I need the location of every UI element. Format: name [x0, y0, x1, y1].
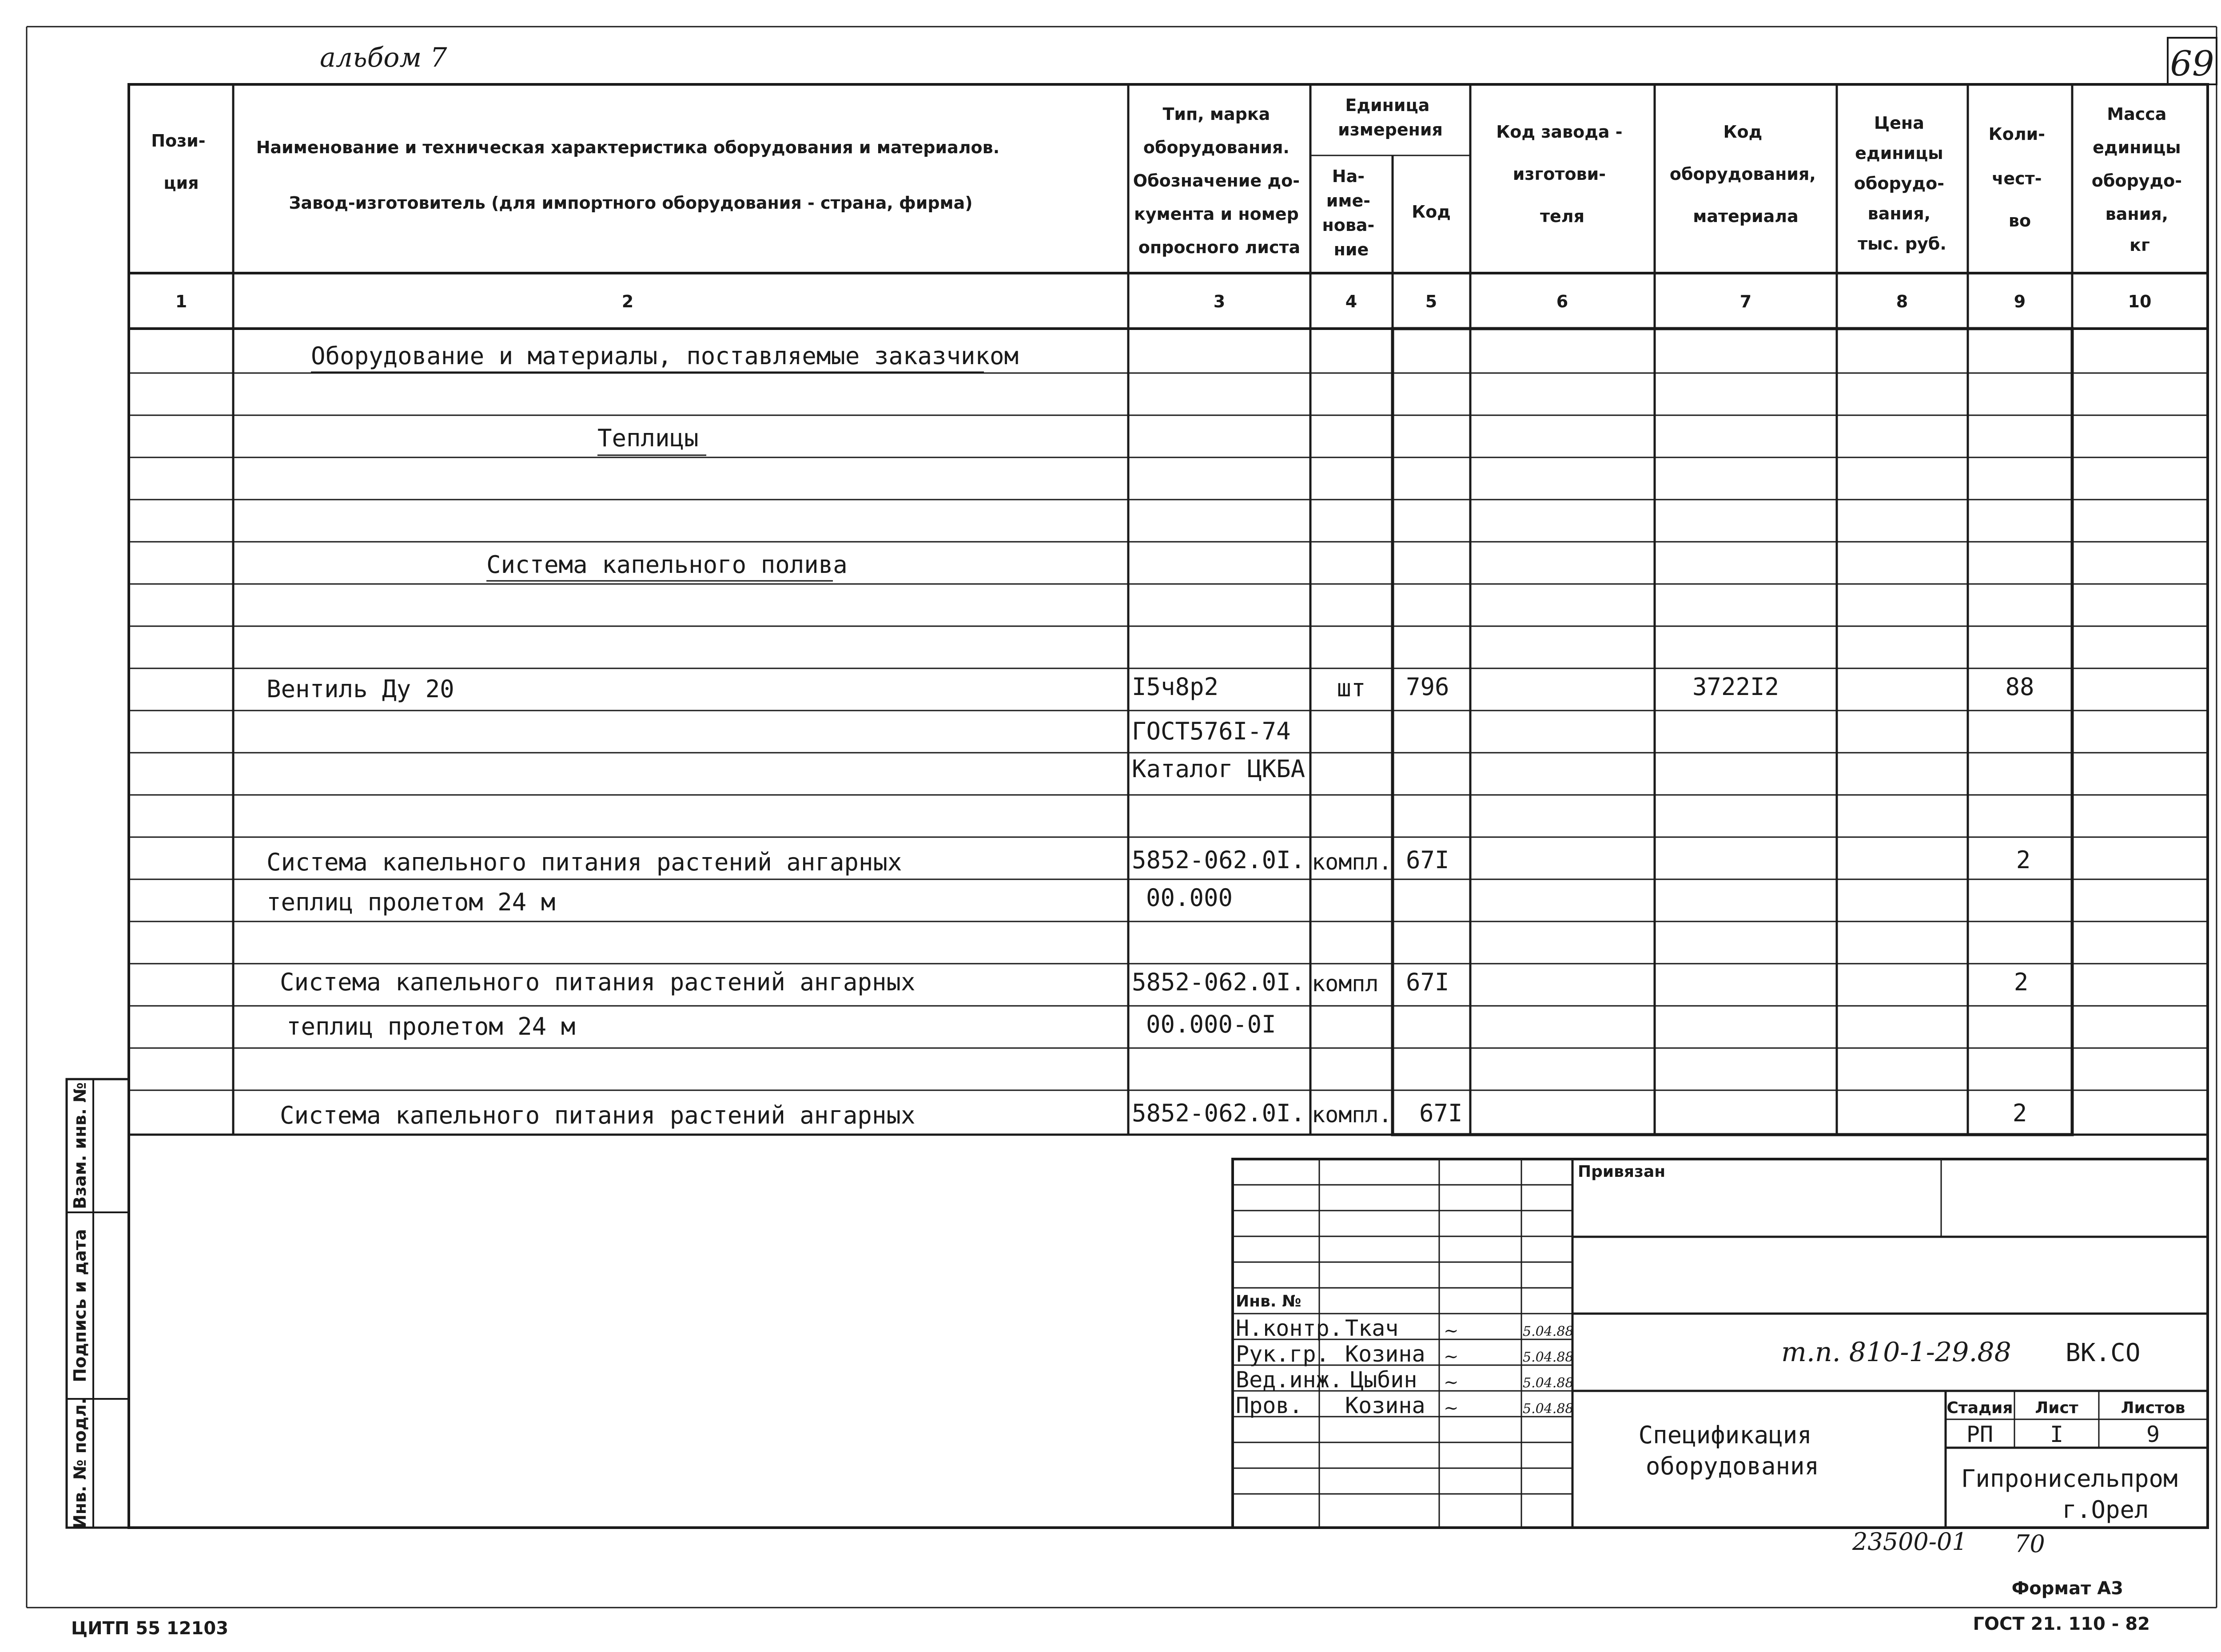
role-name: Козина [1345, 1341, 1425, 1367]
table-row-unit: шт [1337, 674, 1366, 702]
table-row-name: Система капельного питания растений ангарных [280, 968, 915, 996]
table-row-unit-code: 796 [1406, 673, 1449, 701]
frame [27, 27, 2217, 1608]
table-row-name: Система капельного питания растений ангарных [267, 848, 902, 876]
sheets-label: Листов [2121, 1399, 2185, 1417]
table-row-name: Вентиль Ду 20 [267, 675, 454, 703]
signature: ~ [1444, 1346, 1459, 1367]
table-row-unit: компл [1312, 971, 1379, 997]
footer-right: ГОСТ 21. 110 - 82 [1973, 1614, 2150, 1634]
table-row-quantity: 2 [2012, 1099, 2027, 1127]
side-label-replacement: Взам. инв. № [70, 1082, 90, 1209]
column-number-row [175, 292, 2152, 311]
role-name: Козина [1345, 1393, 1425, 1418]
table-row-type: Каталог ЦКБА [1132, 755, 1306, 783]
side-label-signature-date: Подпись и дата [70, 1229, 90, 1382]
table-row-type: ГОСТ576I-74 [1132, 717, 1291, 745]
attached-label: Привязан [1578, 1163, 1666, 1181]
column-headers [151, 95, 2188, 259]
table-row-name: теплиц пролетом 24 м [267, 888, 556, 916]
column-number: 3 [1213, 292, 1226, 311]
role-name: Цыбин [1350, 1367, 1417, 1393]
column-number: 10 [2128, 292, 2152, 311]
header-equipment-code: Код оборудования, материала [1669, 122, 1816, 226]
header-plant-code: Код завода - изготови- теля [1496, 122, 1623, 226]
table-row-equipment-code: 3722I2 [1692, 673, 1779, 701]
header-type: Тип, марка оборудования. Обозначение до- кумента и номер опросного листа [1133, 104, 1301, 257]
signature: ~ [1444, 1372, 1459, 1393]
header-quantity: Коли- чест- во [1988, 124, 2046, 230]
role-label: Н.контр. [1236, 1315, 1343, 1341]
page-number: 69 [2170, 44, 2214, 84]
album-label: альбом 7 [320, 42, 447, 73]
table-row-type: 00.000 [1146, 884, 1233, 912]
role-date: 5.04.88 [1523, 1350, 1574, 1365]
role-date: 5.04.88 [1523, 1375, 1574, 1391]
stage-value: РП [1966, 1422, 1994, 1447]
bottom-page-number: 70 [2014, 1530, 2045, 1558]
title-block [1236, 1163, 2192, 1524]
role-date: 5.04.88 [1523, 1401, 1574, 1417]
column-number: 8 [1896, 292, 1908, 311]
table-row-quantity: 2 [2016, 846, 2031, 874]
section-heading: Теплицы [597, 424, 699, 452]
signature: ~ [1444, 1321, 1459, 1341]
inventory-label: Инв. № [1236, 1292, 1302, 1310]
table-body [267, 342, 2034, 1129]
role-name: Ткач [1345, 1315, 1399, 1341]
table-row-type: 00.000-0I [1146, 1010, 1276, 1038]
stage-label: Стадия [1946, 1399, 2013, 1417]
table-row-name: теплиц пролетом 24 м [287, 1013, 576, 1040]
column-number: 7 [1739, 292, 1752, 311]
column-number: 4 [1345, 292, 1357, 311]
table-row-unit-code: 67I [1406, 846, 1449, 874]
column-number: 5 [1425, 292, 1437, 311]
document-code: ВК.СО [2066, 1338, 2141, 1367]
table-row-type: 5852-062.0I. [1132, 1099, 1306, 1127]
column-number: 2 [621, 292, 634, 311]
column-number: 9 [2014, 292, 2026, 311]
header-unit-name: На- име- нова- ние [1322, 167, 1375, 259]
table-row-type: 5852-062.0I. [1132, 968, 1306, 996]
section-heading: Оборудование и материалы, поставляемые заказчиком [311, 342, 1019, 370]
signature: ~ [1444, 1398, 1459, 1418]
role-label: Пров. [1236, 1393, 1303, 1418]
role-label: Рук.гр. [1236, 1341, 1329, 1367]
role-date: 5.04.88 [1523, 1324, 1574, 1339]
header-name: Наименование и техническая характеристика оборудования и материалов. Завод-изготовитель (для импортного оборудования - страна, фирма) [256, 138, 1000, 213]
sheet-value: I [2050, 1422, 2064, 1447]
footer-left: ЦИТП 55 12103 [71, 1618, 229, 1639]
column-number: 6 [1556, 292, 1568, 311]
table-row-unit-code: 67I [1406, 968, 1449, 996]
header-mass: Масса единицы оборудо- вания, кг [2091, 104, 2182, 255]
sheet-label: Лист [2035, 1399, 2078, 1417]
header-unit-code: Код [1412, 202, 1451, 222]
table-row-quantity: 2 [2014, 968, 2029, 996]
section-heading: Система капельного полива [486, 551, 848, 579]
table-row-unit: компл. [1312, 1102, 1392, 1128]
table-row-type: I5ч8р2 [1132, 673, 1219, 701]
header-position: Пози- ция [151, 131, 206, 193]
table-row-unit-code: 67I [1419, 1099, 1463, 1127]
table-row-name: Система капельного питания растений ангарных [280, 1101, 915, 1129]
header-unit: Единица измерения [1338, 95, 1443, 139]
sheet-title: Спецификация оборудования [1638, 1421, 1819, 1480]
archive-number: 23500-01 [1852, 1528, 1967, 1556]
table-row-type: 5852-062.0I. [1132, 846, 1306, 874]
table-row-quantity: 88 [2005, 673, 2034, 701]
sheets-value: 9 [2146, 1422, 2160, 1447]
document-number: т.п. 810-1-29.88 [1781, 1337, 2011, 1368]
side-label-original-inventory: Инв. № подл. [70, 1398, 90, 1529]
side-stamp [70, 1082, 90, 1529]
organization: Гипронисельпром г.Орел [1961, 1465, 2178, 1524]
table-row-unit: компл. [1312, 849, 1392, 875]
role-label: Вед.инж. [1236, 1367, 1343, 1393]
format-label: Формат А3 [2011, 1578, 2123, 1599]
header-price: Цена единицы оборудо- вания, тыс. руб. [1854, 113, 1946, 254]
column-number: 1 [175, 292, 187, 311]
